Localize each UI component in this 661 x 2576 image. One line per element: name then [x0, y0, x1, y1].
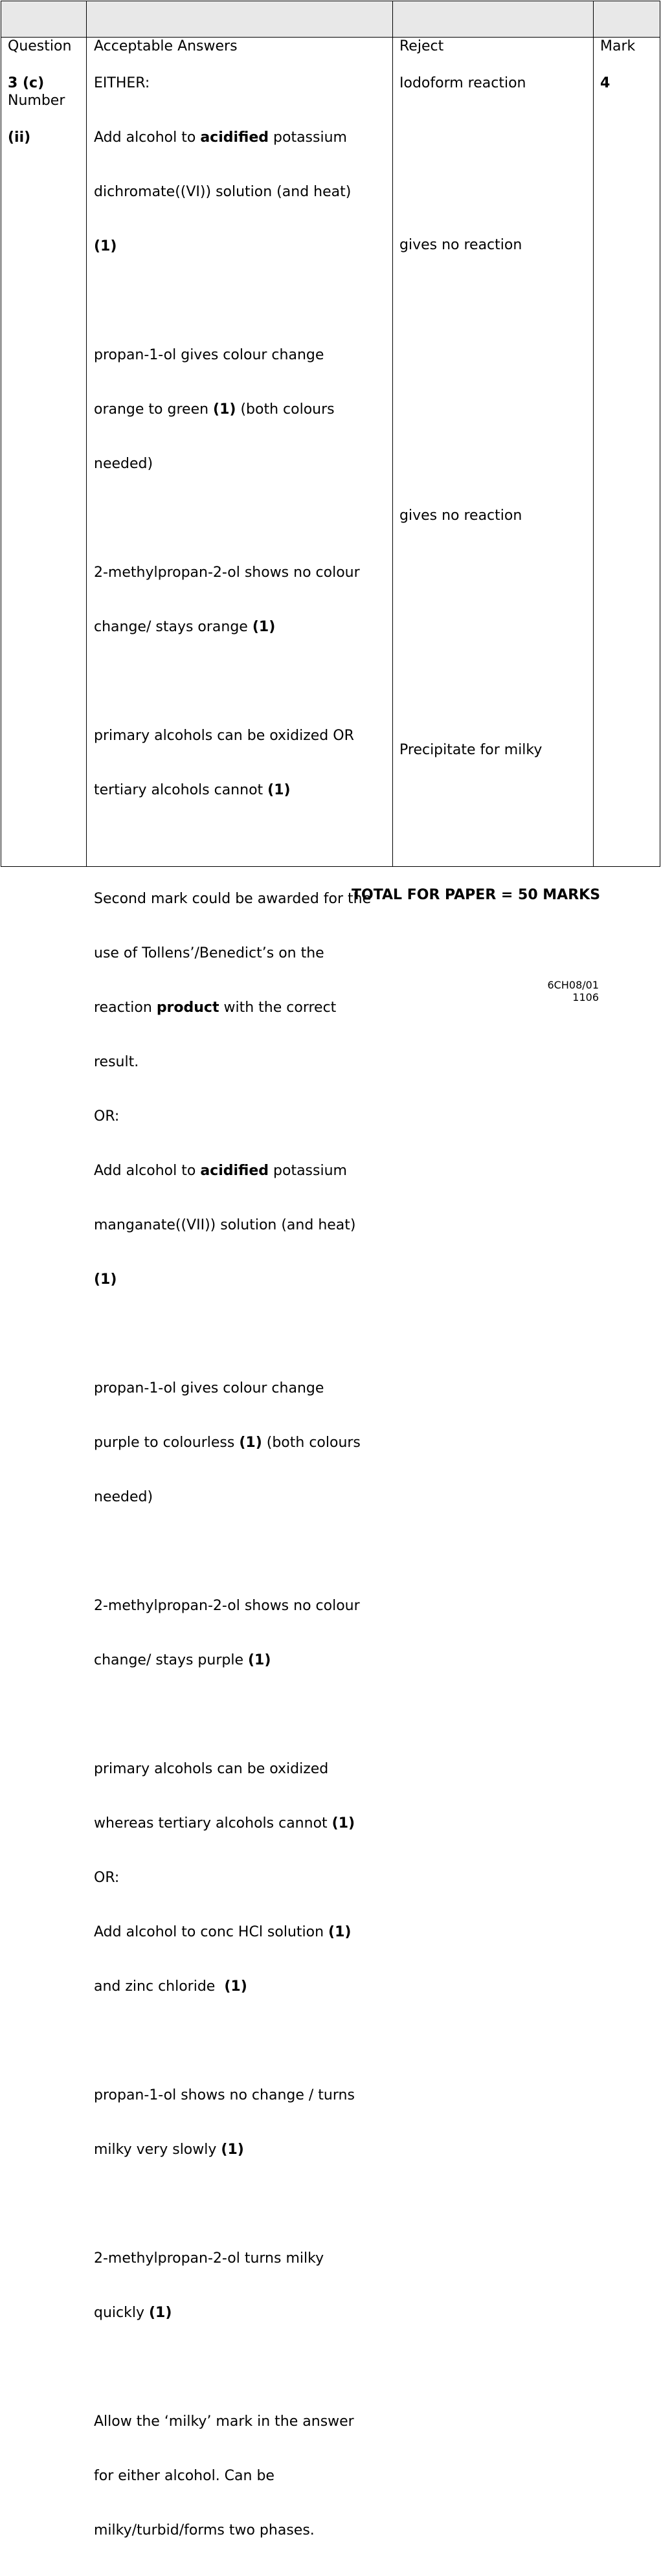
paper-code: 6CH08/01: [547, 979, 599, 991]
header-reject: Reject: [399, 38, 444, 54]
total-marks: TOTAL FOR PAPER = 50 MARKS: [352, 887, 601, 903]
column-divider-1: [86, 1, 87, 867]
header-question-number: Question Number: [8, 38, 72, 109]
reject-dichromate-no-reaction: gives no reaction: [399, 237, 522, 253]
reject-precipitate: Precipitate for milky: [399, 742, 543, 758]
mark-cell: 4: [600, 75, 611, 91]
page-footer: [548, 979, 599, 1003]
acceptable-answers-cell: EITHER: Add alcohol to acidified potassium dichromate((VI)) solution (and heat) (1) propan-1-ol gives colour change orange to green (1) (both colours needed) 2-methylpropan-2-ol shows no colour change/ stays orange (1) primary alcohols can be oxidized OR tertiary alcohols cannot (1) Second mark could be awarded for the use of Tollens’/Benedict’s on the reaction product with the correct result. OR: Add alcohol to acidified potassium manganate((VII)) solution (and heat) (1) propan-1-ol gives colour change purple to colourless (1) (both colours needed) 2-methylpropan-2-ol shows no colour change/ stays purple (1) primary alcohols can be oxidized whereas tertiary alcohols cannot (1) OR: Add alcohol to conc HCl solution (1) and zinc chloride (1) propan-1-ol shows no change / turns milky very slowly (1) 2-methylpropan-2-ol turns milky quickly (1) Allow the ‘milky’ mark in the answer for either alcohol. Can be milky/turbid/forms two phases.: [94, 75, 372, 2538]
header-mark: Mark: [600, 38, 636, 54]
question-number-cell: 3 (c) (ii): [8, 75, 45, 146]
header-acceptable-answers: Acceptable Answers: [94, 38, 238, 54]
column-divider-3: [593, 1, 594, 867]
page-number: 1106: [572, 991, 599, 1003]
column-divider-2: [392, 1, 393, 867]
reject-iodoform: Iodoform reaction: [399, 75, 526, 91]
reject-manganate-no-reaction: gives no reaction: [399, 508, 522, 524]
